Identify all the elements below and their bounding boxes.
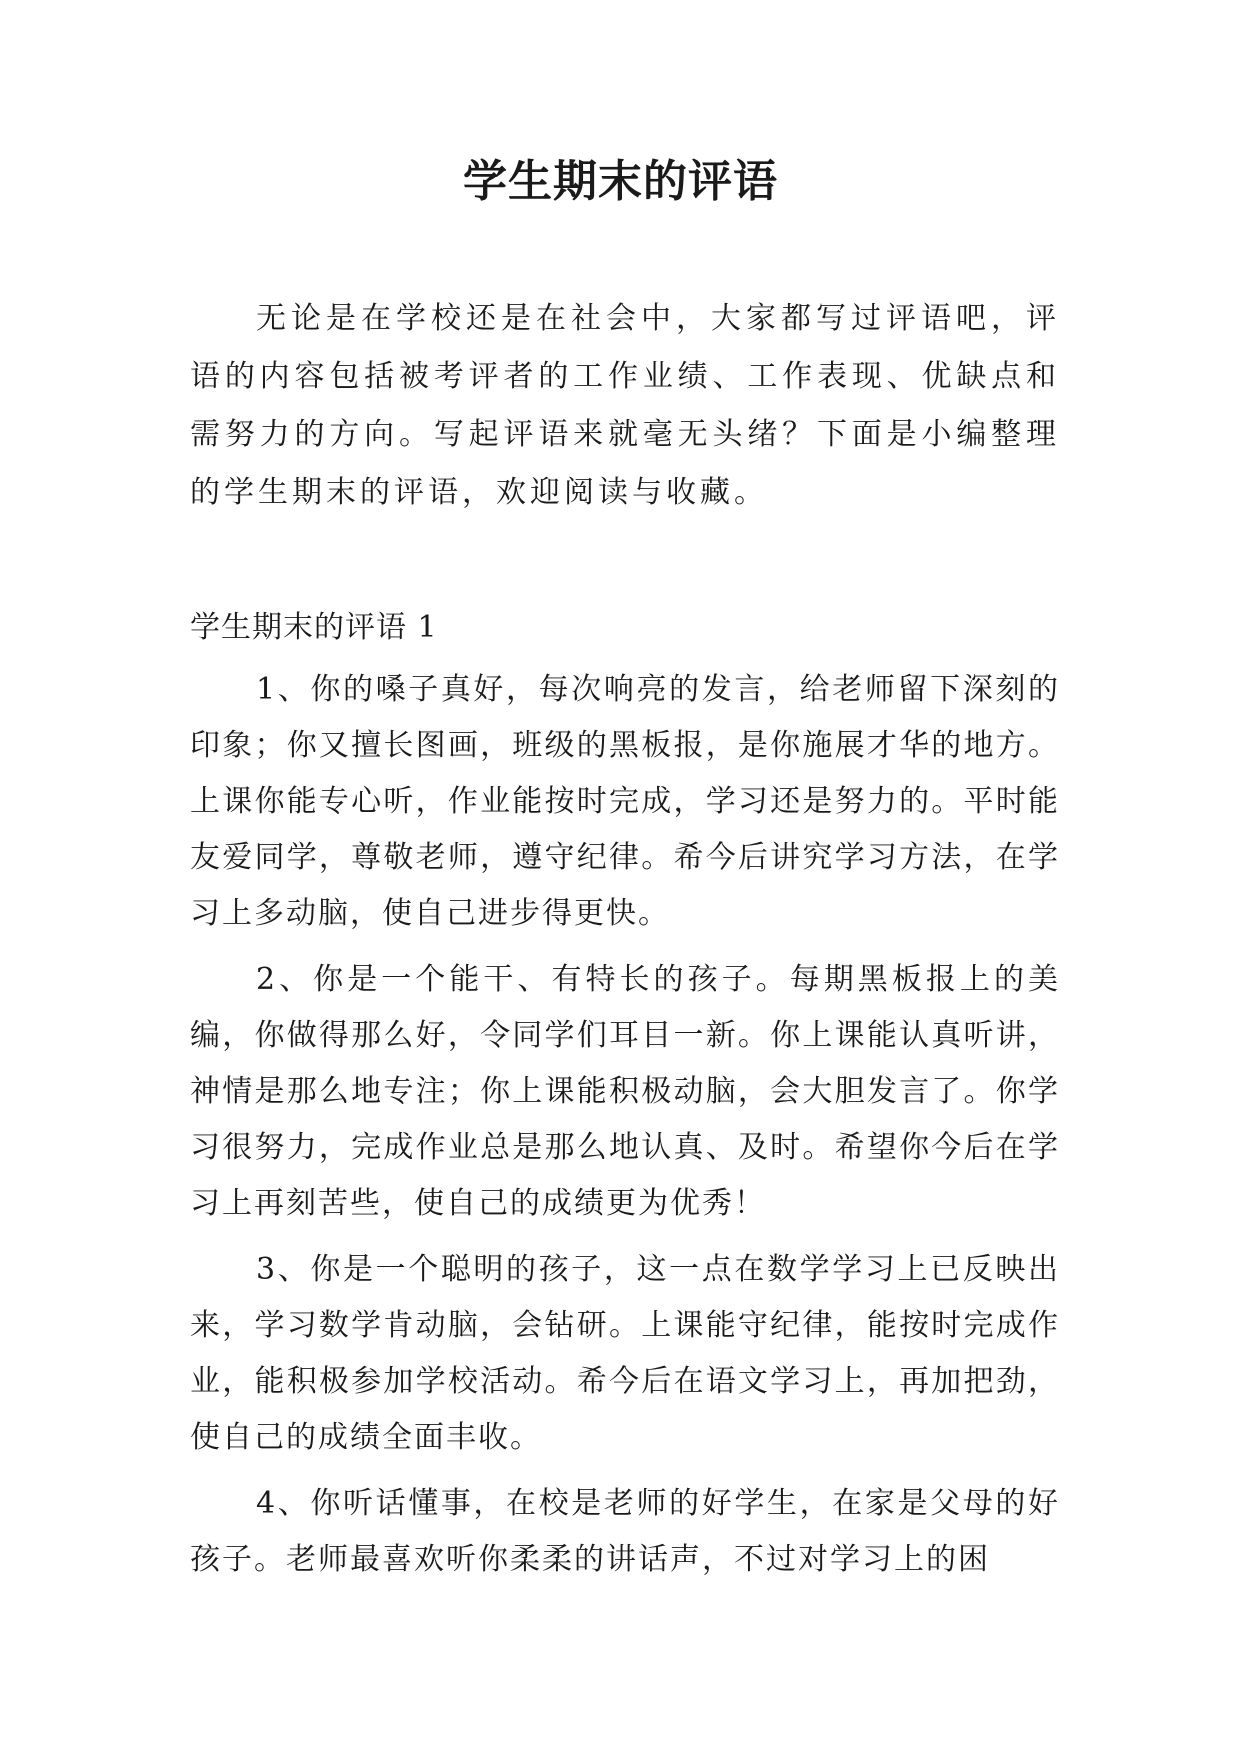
- comment-item-2: 2、你是一个能干、有特长的孩子。每期黑板报上的美编，你做得那么好，令同学们耳目一新。你上课能认真听讲，神情是那么地专注；你上课能积极动脑，会大胆发言了。你学习很努力，完成作业总是那么地认真、及时。希望你今后在学习上再刻苦些，使自己的成绩更为优秀！: [190, 962, 1060, 1221]
- comment-item-1: 1、你的嗓子真好，每次响亮的发言，给老师留下深刻的印象；你又擅长图画，班级的黑板报，是你施展才华的地方。上课你能专心听，作业能按时完成，学习还是努力的。平时能友爱同学，尊敬老师，遵守纪律。希今后讲究学习方法，在学习上多动脑，使自己进步得更快。: [190, 672, 1060, 931]
- intro-paragraph: 无论是在学校还是在社会中，大家都写过评语吧，评语的内容包括被考评者的工作业绩、工作表现、优缺点和需努力的方向。写起评语来就毫无头绪？下面是小编整理的学生期末的评语，欢迎阅读与收藏。: [190, 301, 1060, 510]
- comment-item-3: 3、你是一个聪明的孩子，这一点在数学学习上已反映出来，学习数学肯动脑，会钻研。上课能守纪律，能按时完成作业，能积极参加学校活动。希今后在语文学习上，再加把劲，使自己的成绩全面丰收。: [190, 1252, 1060, 1455]
- section-heading: 学生期末的评语 1: [190, 610, 438, 645]
- document-body: [190, 290, 1060, 1588]
- document-title: 学生期末的评语: [463, 156, 778, 207]
- comment-item-4: 4、你听话懂事，在校是老师的好学生，在家是父母的好孩子。老师最喜欢听你柔柔的讲话声，不过对学习上的困: [190, 1486, 1060, 1577]
